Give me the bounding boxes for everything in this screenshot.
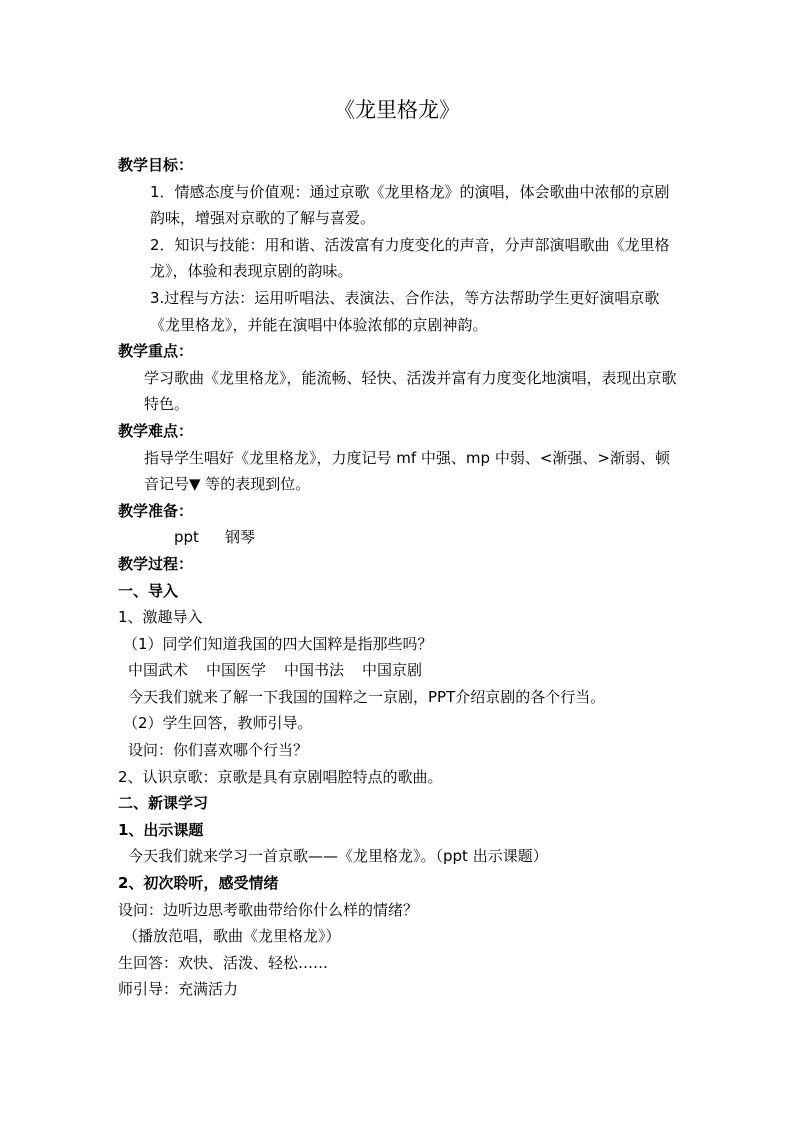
- goals-heading: 教学目标：: [118, 156, 194, 174]
- section1-ask: 设问：你们喜欢哪个行当？: [128, 741, 309, 760]
- treasures-list: [118, 657, 678, 684]
- section1-heading: 一、导入: [118, 581, 179, 600]
- difficulties-text: 指导学生唱好《龙里格龙》，力度记号 mf 中强、mp 中弱、<渐强、>渐弱、顿音记号▼ 等的表现到位。: [144, 448, 670, 494]
- goal-item-2: 2．知识与技能：用和谐、活泼富有力度变化的声音，分声部演唱歌曲《龙里格龙》，体验和表现京剧的韵味。: [150, 235, 670, 281]
- key-points-text: 学习歌曲《龙里格龙》，能流畅、轻快、活泼并富有力度变化地演唱，表现出京歌特色。: [144, 368, 677, 414]
- section1-intro: 今天我们就来了解一下我国的国粹之一京剧，PPT介绍京剧的各个行当。: [128, 687, 606, 706]
- goal-item-3: 3.过程与方法：运用听唱法、表演法、合作法，等方法帮助学生更好演唱京歌《龙里格龙》，并能在演唱中体验浓郁的京剧神韵。: [150, 288, 660, 334]
- section2-sub1-text: 今天我们就来学习一首京歌——《龙里格龙》。（ppt 出示课题）: [128, 847, 548, 866]
- section2-sub2: 2、初次聆听，感受情绪: [118, 874, 279, 893]
- difficulties-heading: 教学难点：: [118, 421, 194, 440]
- preparation-item-ppt: ppt: [174, 528, 199, 547]
- key-points-heading: 教学重点：: [118, 342, 194, 361]
- treasure-item: 中国医学: [206, 661, 267, 680]
- page-title: 《龙里格龙》: [334, 98, 460, 122]
- section2-ask: 设问：边听边思考歌曲带给你什么样的情绪？: [118, 900, 419, 919]
- treasure-item: 中国京剧: [362, 661, 423, 680]
- treasure-item: 中国武术: [128, 661, 189, 680]
- section1-sub2: 2、认识京歌：京歌是具有京剧唱腔特点的歌曲。: [118, 767, 443, 786]
- document-body: [118, 152, 678, 1003]
- goal-item-1: 1．情感态度与价值观：通过京歌《龙里格龙》的演唱，体会歌曲中浓郁的京剧韵味，增强对京歌的了解与喜爱。: [150, 182, 670, 228]
- section1-sub1: 1、激趣导入: [118, 608, 203, 627]
- preparation-heading: 教学准备：: [118, 501, 194, 520]
- section1-question1: （1）同学们知道我国的四大国粹是指那些吗？: [123, 634, 433, 653]
- section2-guide: 师引导：充满活力: [118, 980, 239, 999]
- section2-sub1: 1、出示课题: [118, 820, 204, 839]
- preparation-list: [118, 524, 678, 551]
- treasure-item: 中国书法: [284, 661, 345, 680]
- section2-answer: 生回答：欢快、活泼、轻松……: [118, 953, 329, 972]
- section2-heading: 二、新课学习: [118, 794, 209, 813]
- process-heading: 教学过程：: [118, 554, 194, 573]
- section2-play: （播放范唱，歌曲《龙里格龙》）: [123, 927, 341, 946]
- preparation-item-piano: 钢琴: [224, 528, 255, 547]
- section1-question2: （2）学生回答，教师引导。: [123, 714, 313, 733]
